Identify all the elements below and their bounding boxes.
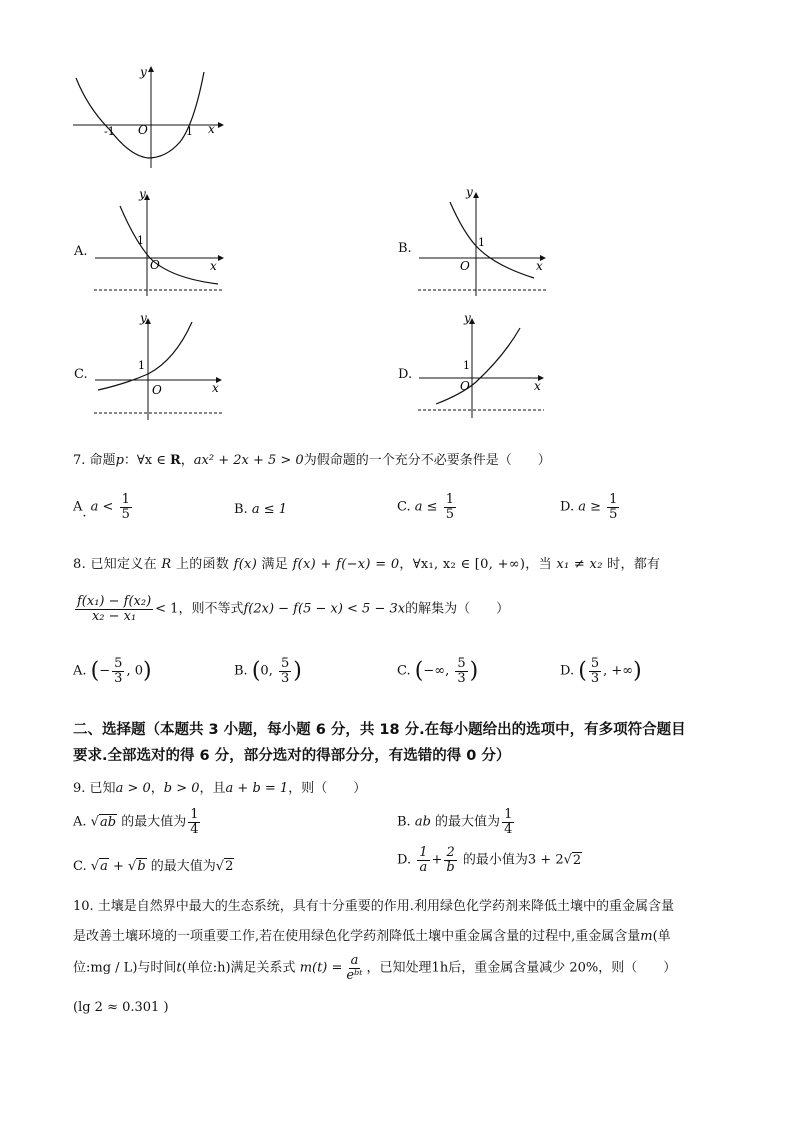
- q9-c-label: C.: [73, 859, 87, 874]
- q8-option-c[interactable]: C. (−∞, $\frac{5}{3}$ ): [397, 656, 479, 686]
- graph-option-b-label[interactable]: B.: [398, 241, 412, 256]
- q7-d-label: D.: [560, 499, 575, 515]
- y-label: y: [464, 312, 471, 325]
- q8-b-frac: [279, 657, 291, 685]
- tick-1: 1: [478, 236, 485, 249]
- q7-option-c[interactable]: [397, 493, 458, 521]
- q9-c-plus: +: [112, 859, 124, 874]
- q8-R: R: [161, 557, 172, 572]
- x-label: x: [534, 379, 541, 393]
- q8-neq: x₁ ≠ x₂: [556, 557, 603, 572]
- q7-d-lhs: a ≥: [578, 499, 602, 515]
- q7-d-frac: [607, 493, 619, 521]
- den: 3: [457, 670, 466, 686]
- q10-m: m: [640, 929, 653, 944]
- q7-comma: ，: [180, 453, 194, 468]
- y-axis-arrow: [473, 192, 479, 198]
- graph-option-c[interactable]: [90, 312, 230, 424]
- main-origin-label: O: [138, 123, 148, 137]
- q9-stem: [73, 777, 366, 796]
- graph-option-a-label[interactable]: A.: [74, 244, 88, 259]
- q9-c1: a > 0: [115, 781, 151, 796]
- q9-d-frac2: [444, 846, 456, 874]
- q10-text-h: 后，重金属含量减少 20%，则（ ）: [448, 960, 677, 976]
- q9-d-plus: +: [431, 852, 443, 868]
- q7-b-label: B.: [234, 502, 248, 517]
- x-axis-arrow: [218, 122, 224, 128]
- q8-text-f: ，则不等式: [178, 601, 244, 617]
- q9-d-label: D.: [397, 852, 412, 868]
- y-label: y: [139, 187, 146, 201]
- q7-a-dot: .: [82, 505, 87, 521]
- graph-option-c-label[interactable]: C.: [74, 367, 88, 382]
- q7-option-a[interactable]: [73, 493, 134, 521]
- q8-a-label: A.: [73, 663, 87, 679]
- y-label: y: [466, 186, 473, 199]
- q9-c-text: 的最大值为: [150, 859, 216, 874]
- q10-mt: m(t) =: [299, 960, 343, 976]
- q8-a-post: , 0: [126, 663, 143, 679]
- q10-text-c: 位:: [73, 960, 91, 976]
- q10-text-f: )满足关系式: [225, 960, 296, 976]
- q9-sep2: ，且: [199, 781, 226, 796]
- graph-option-a[interactable]: [90, 186, 230, 298]
- q8-number: 8.: [73, 557, 87, 572]
- q9-a-frac: [188, 808, 200, 836]
- q9-b-frac: [502, 808, 514, 836]
- den: 5: [121, 506, 130, 522]
- q9-c-r1: a: [100, 859, 108, 874]
- x-label: x: [536, 259, 543, 273]
- q8-text-e: 时，都有: [607, 557, 661, 572]
- num: 1: [504, 807, 513, 822]
- num: 5: [457, 656, 466, 671]
- q10-line3: [73, 954, 676, 982]
- den: 4: [190, 821, 199, 837]
- section2-heading-line1: 二、选择题（本题共 3 小题，每小题 6 分，共 18 分.在每小题给出的选项中，有多项符合题目: [73, 722, 686, 738]
- q9-tail: ，则（ ）: [288, 781, 367, 796]
- q7-forall: ：∀x ∈: [123, 453, 170, 468]
- x-axis-arrow: [218, 255, 224, 261]
- q9-c-r3: 2: [225, 859, 234, 874]
- q8-c-pre: −∞,: [423, 663, 454, 679]
- q9-d-r: 2: [572, 852, 582, 868]
- q8-a-frac: [112, 657, 124, 685]
- q9-b-label: B.: [397, 814, 411, 830]
- main-x-label: x: [208, 122, 215, 136]
- q9-number: 9.: [73, 781, 86, 796]
- q10-one-h: 1h: [431, 960, 449, 976]
- num: a: [350, 953, 359, 968]
- q8-frac: [75, 595, 153, 623]
- x-label: x: [210, 259, 217, 273]
- q8-b-label: B.: [234, 663, 248, 679]
- q10-unit: mg / L: [90, 960, 133, 976]
- origin-label: O: [460, 259, 470, 273]
- num: f(x₁) − f(x₂): [77, 594, 152, 609]
- section2-heading-line2: 要求.全部选对的得 6 分，部分选对的得部分分，有选错的得 0 分）: [73, 748, 511, 764]
- main-y-label: y: [140, 65, 147, 79]
- sqrt-sign: √: [90, 814, 99, 830]
- den: 5: [609, 506, 618, 522]
- q9-option-d[interactable]: [397, 846, 582, 874]
- origin-label: O: [460, 379, 470, 393]
- q7-number: 7.: [73, 453, 86, 468]
- den: x₂ − x₁: [91, 608, 137, 624]
- q7-option-d[interactable]: [560, 493, 621, 521]
- curve: [120, 206, 218, 284]
- q8-lt1: < 1: [155, 601, 179, 617]
- q10-text-b: (单: [652, 929, 671, 944]
- q8-d-post: , +∞: [603, 663, 634, 679]
- q7-stem: [73, 449, 551, 468]
- main-tick-neg1: -1: [104, 125, 115, 138]
- q10-line2: [73, 925, 671, 944]
- origin-label: O: [152, 383, 162, 397]
- q9-c2: b > 0: [163, 781, 200, 796]
- q8-ineq: f(2x) − f(5 − x) < 5 − 3x: [243, 601, 406, 617]
- num: 2: [446, 845, 455, 860]
- q9-c3: a + b = 1: [225, 781, 289, 796]
- q7-option-b[interactable]: [234, 502, 287, 517]
- q7-tail: 为假命题的一个充分不必要条件是（ ）: [303, 453, 551, 468]
- q9-option-b[interactable]: [397, 808, 516, 836]
- q9-d-text: 的最小值为: [462, 852, 528, 868]
- curve: [436, 328, 520, 404]
- q8-text-b: 上的函数: [175, 557, 230, 572]
- origin-label: O: [150, 258, 160, 272]
- q10-text-e: (单位:: [181, 960, 218, 976]
- q8-option-d[interactable]: D. ( $\frac{5}{3}$ , +∞): [560, 656, 642, 686]
- q8-text-d: ，∀x₁, x₂ ∈ [0, +∞)，当: [399, 557, 552, 572]
- den: b: [446, 859, 455, 875]
- q10-frac: [344, 954, 364, 982]
- q8-text-g: 的解集为（ ）: [405, 601, 510, 617]
- q10-h: h: [217, 960, 226, 976]
- q9-d-val: 3 + 2: [527, 852, 564, 868]
- q7-c-frac: [444, 493, 456, 521]
- q8-stem-line1: [73, 553, 660, 572]
- den: 3: [114, 670, 123, 686]
- q9-a-text: 的最大值为: [121, 814, 187, 830]
- q9-d-frac1: [417, 846, 429, 874]
- q9-sep1: ，: [150, 781, 164, 796]
- q10-line1: 10. 土壤是自然界中最大的生态系统，具有十分重要的作用.利用绿色化学药剂来降低土壤中的重金属含量: [73, 899, 674, 914]
- q7-p: p: [115, 453, 124, 468]
- den: 3: [280, 670, 290, 686]
- sqrt-sign: √: [90, 859, 100, 874]
- q7-expr: ax² + 2x + 5 > 0: [193, 453, 304, 468]
- x-label: x: [212, 381, 219, 395]
- q8-text-a: 已知定义在: [90, 557, 157, 572]
- q8-option-a[interactable]: A. (− $\frac{5}{3}$ , 0): [73, 656, 152, 686]
- q9-c-r2: b: [137, 859, 146, 874]
- q9-option-c[interactable]: [73, 855, 234, 874]
- y-axis-arrow: [148, 66, 154, 72]
- num: 1: [121, 492, 130, 507]
- q7-c-label: C.: [397, 499, 411, 515]
- den: 5: [445, 506, 454, 522]
- q8-option-b[interactable]: B. (0, $\frac{5}{3}$ ): [234, 656, 302, 686]
- q10-t: t: [176, 960, 182, 976]
- q9-b-text: 的最大值为: [435, 814, 501, 830]
- q7-a-label: A: [73, 499, 83, 515]
- main-tick-1: 1: [186, 125, 193, 138]
- q9-text-a: 已知: [89, 781, 116, 796]
- q10-text-g: ，已知处理: [366, 960, 432, 976]
- parabola-curve: [76, 72, 204, 158]
- q10-note: (lg 2 ≈ 0.301 ): [73, 1000, 169, 1015]
- q8-c-frac: [455, 657, 467, 685]
- q8-eq: f(x) + f(−x) = 0: [292, 557, 400, 572]
- q7-a-lhs: a <: [90, 499, 114, 515]
- num: 5: [590, 656, 600, 671]
- graph-option-d[interactable]: [414, 312, 554, 424]
- q7-R: R: [169, 453, 181, 468]
- num: 1: [190, 807, 199, 822]
- q9-a-label: A.: [73, 814, 87, 830]
- q8-d-label: D.: [560, 663, 575, 679]
- num: 1: [419, 845, 428, 860]
- q7-c-lhs: a ≤: [414, 499, 438, 515]
- sqrt-sign: √: [128, 859, 137, 874]
- q8-a-pre: −: [99, 663, 111, 679]
- sqrt-sign: √: [563, 852, 572, 868]
- den: 3: [590, 670, 600, 686]
- main-function-graph: [68, 58, 228, 173]
- q9-b-expr: ab: [414, 814, 431, 830]
- tick-1: 1: [463, 359, 470, 372]
- tick-1: 1: [137, 234, 144, 247]
- num: 5: [280, 656, 290, 671]
- graph-option-d-label[interactable]: D.: [398, 367, 413, 382]
- q8-f1: f(x): [233, 557, 258, 572]
- q8-text-c: 满足: [261, 557, 289, 572]
- q8-c-label: C.: [397, 663, 411, 679]
- q8-b-pre: 0,: [260, 663, 277, 679]
- sqrt-sign: √: [215, 859, 225, 874]
- q7-a-frac: [120, 493, 132, 521]
- den: a: [419, 859, 428, 875]
- q8-stem-line2: [73, 595, 509, 623]
- q9-a-rad: ab: [99, 814, 117, 830]
- q7-b-text: a ≤ 1: [251, 502, 288, 517]
- q10-text-d: )与时间: [132, 960, 177, 976]
- q7-prefix: 命题: [89, 453, 116, 468]
- tick-1: 1: [138, 359, 145, 372]
- q9-option-a[interactable]: [73, 808, 202, 836]
- num: 1: [445, 492, 454, 507]
- graph-option-b[interactable]: [414, 186, 554, 298]
- den: eᵇᵗ: [346, 967, 363, 983]
- num: 5: [114, 656, 123, 671]
- q10-text-a: 是改善土壤环境的一项重要工作,若在使用绿色化学药剂降低土壤中重金属含量的过程中,重金属含量: [73, 929, 641, 944]
- q8-d-frac: [589, 657, 601, 685]
- den: 4: [504, 821, 513, 837]
- y-label: y: [140, 312, 147, 325]
- num: 1: [609, 492, 618, 507]
